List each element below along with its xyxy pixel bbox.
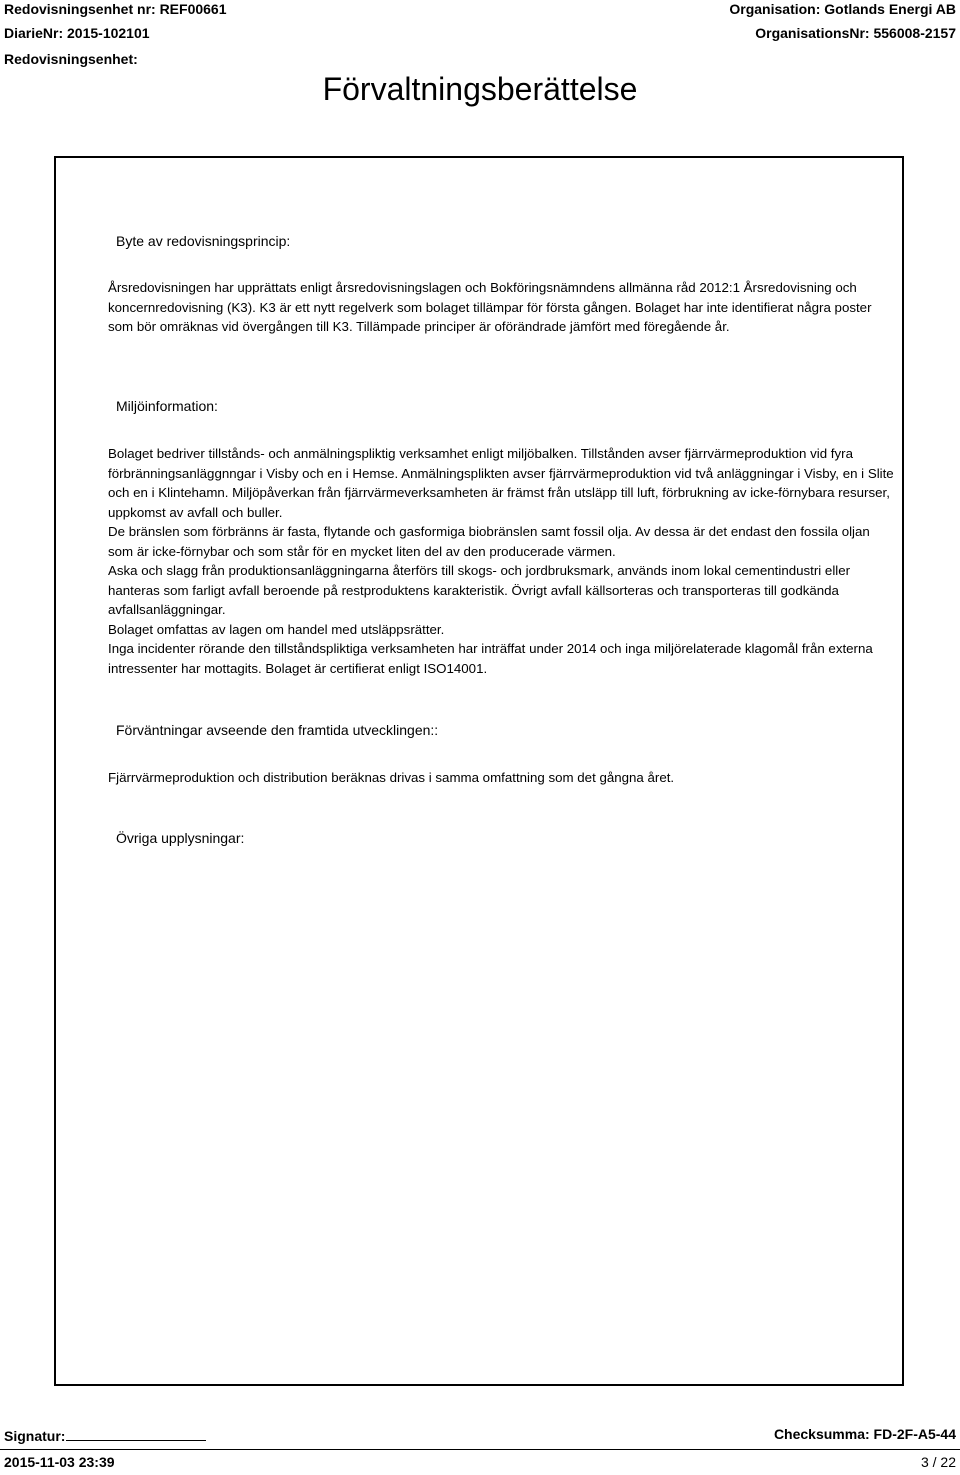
page-number: 3 / 22 — [920, 1454, 956, 1470]
organisation-number: OrganisationsNr: 556008-2157 — [755, 25, 956, 41]
section-heading-environment: Miljöinformation: — [116, 398, 218, 414]
paragraph: Inga incidenter rörande den tillståndspliktiga verksamheten har inträffat under 2014 och inga miljörelaterade klagomål från externa intressenter har mottagits. Bolaget är certifierat enligt ISO14001. — [108, 641, 873, 676]
unit-number: Redovisningsenhet nr: REF00661 — [4, 1, 227, 17]
content-box — [54, 156, 904, 1386]
checksum: Checksumma: FD-2F-A5-44 — [773, 1426, 956, 1442]
signature-field — [4, 1426, 206, 1445]
section-heading-other-information: Övriga upplysningar: — [116, 830, 245, 846]
signature-label: Signatur: — [4, 1428, 66, 1444]
section-heading-future-outlook: Förväntningar avseende den framtida utvecklingen:: — [116, 722, 439, 738]
section-body-environment — [108, 444, 898, 678]
unit-label: Redovisningsenhet: — [4, 51, 138, 67]
paragraph: Fjärrvärmeproduktion och distribution beräknas drivas i samma omfattning som det gångna året. — [108, 770, 675, 785]
signature-line — [66, 1426, 206, 1441]
section-body-future-outlook — [108, 768, 898, 788]
section-heading-accounting-principle: Byte av redovisningsprincip: — [116, 233, 291, 249]
print-datetime: 2015-11-03 23:39 — [4, 1454, 115, 1470]
footer-divider — [0, 1449, 960, 1450]
organisation-name: Organisation: Gotlands Energi AB — [729, 1, 956, 17]
paragraph: Bolaget omfattas av lagen om handel med utsläppsrätter. — [108, 621, 445, 637]
paragraph: De bränslen som förbränns är fasta, flytande och gasformiga biobränslen samt fossil olja. Av dessa är det endast den fossila oljan som är icke-förnybar och som står för en mycket liten del av den producerade värmen. — [108, 524, 870, 559]
paragraph: Årsredovisningen har upprättats enligt årsredovisningslagen och Bokföringsnämndens allmänna råd 2012:1 Årsredovisning och koncernredovisning (K3). K3 är ett nytt regelverk som bolaget tillämpar för första gången. Bolaget har inte identifierat några poster som bör omräknas vid övergången till K3. Tillämpade principer är oförändrade jämfört med föregående år. — [108, 280, 872, 334]
section-body-accounting-principle — [108, 278, 898, 337]
paragraph: Bolaget bedriver tillstånds- och anmälningspliktig verksamhet enligt miljöbalken. Tillstånden avser fjärrvärmeproduktion vid fyra förbränningsanläggnngar i Visby och en i Hemse. Anmälningsplikten avser fjärrvärmeproduktion vid två anläggningar i Visby, en i Slite och en i Klintehamn. Miljöpåverkan från fjärrvärmeverksamheten är främst från utsläpp till luft, förbrukning av icke-förnybara resurser, uppkomst av avfall och buller. — [108, 446, 894, 520]
diarie-number: DiarieNr: 2015-102101 — [4, 25, 150, 41]
page-title: Förvaltningsberättelse — [322, 71, 638, 107]
paragraph: Aska och slagg från produktionsanläggningarna återförs till skogs- och jordbruksmark, används inom lokal cementindustri eller hanteras som farligt avfall beroende på restproduktens karakteristik. Övrigt avfall källsorteras och transporteras till godkända avfallsanläggningar. — [108, 563, 851, 617]
